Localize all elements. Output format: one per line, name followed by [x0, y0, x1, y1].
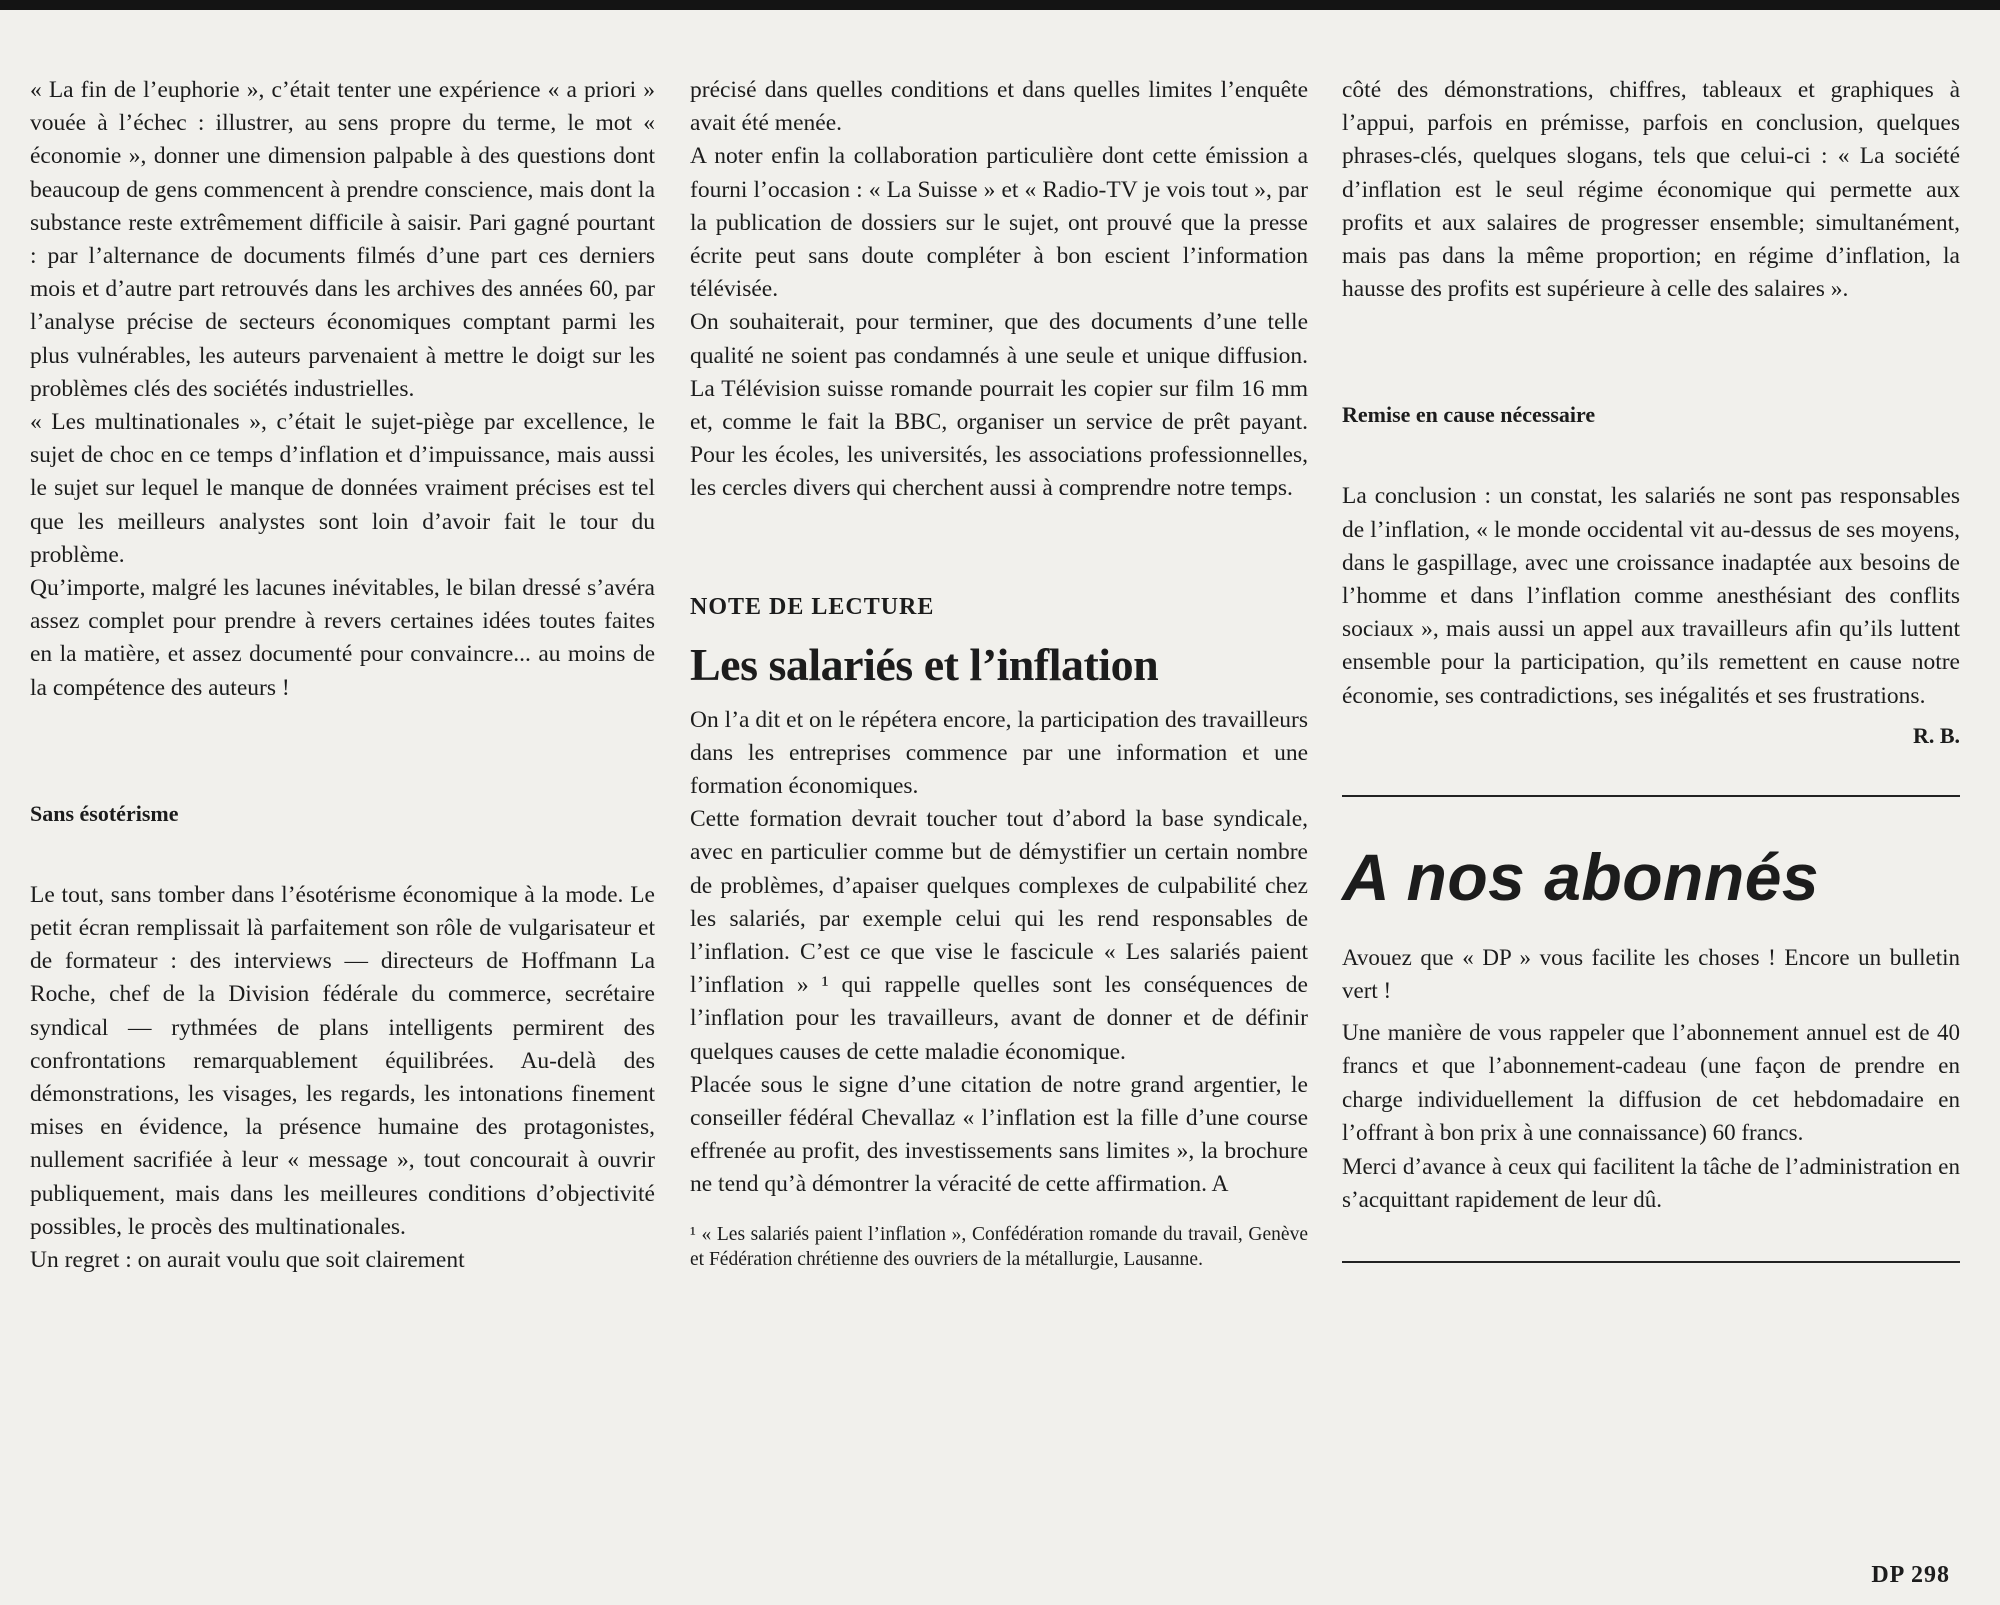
- paragraph-le-tout: Le tout, sans tomber dans l’ésotérisme économique à la mode. Le petit écran remplissait là parfaitement son rôle de vulgarisateur et de formateur : des interviews — directeurs de Hoffmann La Roche, chef de la Division fédérale du commerce, secrétaire syndical — rythmées de plans intelligents permirent des confrontations remarquablement équilibrées. Au-delà des démonstrations, les visages, les regards, les intonations finement mises en évidence, la présence humaine des protagonistes, nullement sacrifiée à leur « message », tout concourait à ouvrir publiquement, mais dans les meilleures conditions d’objectivité possibles, le procès des multinationales.: [30, 881, 655, 1240]
- column-middle: [690, 74, 1308, 1272]
- paragraph-regret: Un regret : on aurait voulu que soit clairement: [30, 1247, 465, 1274]
- paragraph-avouez: Avouez que « DP » vous facilite les choses ! Encore un bulletin vert !: [1342, 944, 1960, 1004]
- paragraph-precise: précisé dans quelles conditions et dans quelles limites l’enquête avait été menée.: [690, 77, 1308, 137]
- paragraph-participation: On l’a dit et on le répétera encore, la participation des travailleurs dans les entreprises commence par une information et une formation économiques.: [690, 706, 1308, 800]
- article-headline: Les salariés et l’inflation: [690, 638, 1159, 690]
- paragraph-collaboration: A noter enfin la collaboration particulière dont cette émission a fourni l’occasion : « La Suisse » et « Radio-TV je vois tout », par la publication de dossiers sur le sujet, ont prouvé que la presse écrite peut sans doute compléter à bon escient l’information télévisée.: [690, 143, 1308, 303]
- divider-top: [1342, 795, 1960, 797]
- subheading-sans-esoterisme: Sans ésotérisme: [30, 800, 179, 826]
- abonnes-heading: A nos abonnés: [1342, 839, 1820, 914]
- paragraph-demonstrations: côté des démonstrations, chiffres, tableaux et graphiques à l’appui, parfois en prémisse, parfois en conclusion, quelques phrases-clés, quelques slogans, tels que celui-ci : « La société d’inflation est le seul régime économique qui permette aux profits et aux salaires de progresser ensemble; simultanément, mais pas dans la même proportion; en régime d’inflation, la hausse des profits est supérieure à celle des salaires ».: [1342, 77, 1960, 303]
- paragraph-euphorie: « La fin de l’euphorie », c’était tenter une expérience « a priori » vouée à l’échec : illustrer, au sens propre du terme, le mot « économie », donner une dimension palpable à des questions dont beaucoup de gens commencent à prendre conscience, mais dont la substance reste extrêmement difficile à saisir. Pari gagné pourtant : par l’alternance de documents filmés d’une part ces derniers mois et d’autre part retrouvés dans les archives des années 60, par l’analyse précise de secteurs économiques comptant parmi les plus vulnérables, les auteurs parvenaient à mettre le doigt sur les problèmes clés des sociétés industrielles.: [30, 77, 655, 402]
- paragraph-souhaiterait: On souhaiterait, pour terminer, que des documents d’une telle qualité ne soient pas condamnés à une seule et unique diffusion. La Télévision suisse romande pourrait les copier sur film 16 mm et, comme le fait la BBC, organiser un service de prêt payant. Pour les écoles, les universités, les associations professionnelles, les cercles divers qui cherchent aussi à comprendre notre temps.: [690, 309, 1308, 502]
- divider-bottom: [1342, 1261, 1960, 1263]
- paragraph-merci: Merci d’avance à ceux qui facilitent la tâche de l’administration en s’acquittant rapidement de leur dû.: [1342, 1153, 1960, 1213]
- paragraph-conclusion: La conclusion : un constat, les salariés ne sont pas responsables de l’inflation, « le monde occidental vit au-dessus de ses moyens, dans le gaspillage, avec une croissance inadaptée aux besoins de l’homme et dans l’inflation comme anesthésiant des conflits sociaux », mais aussi un appel aux travailleurs afin qu’ils luttent ensemble pour la participation, qu’ils remettent en cause notre économie, ses contradictions, ses inégalités et ses frustrations.: [1342, 483, 1960, 709]
- column-right: [1342, 74, 1960, 1263]
- footnote: ¹ « Les salariés paient l’inflation », Confédération romande du travail, Genève et Fédération chrétienne des ouvriers de la métallurgie, Lausanne.: [690, 1223, 1308, 1270]
- paragraph-formation: Cette formation devrait toucher tout d’abord la base syndicale, avec en particulier comme but de démystifier un certain nombre de problèmes, d’apaiser quelques complexes de culpabilité chez les salariés, par exemple celui qui les rend responsables de l’inflation. C’est ce que vise le fascicule « Les salariés paient l’inflation » ¹ qui rappelle quelles sont les conséquences de l’inflation pour les travailleurs, avant de donner et de définir quelques causes de cette maladie économique.: [690, 806, 1308, 1065]
- column-left: [30, 74, 655, 1277]
- paragraph-multinationales: « Les multinationales », c’était le sujet-piège par excellence, le sujet de choc en ce temps d’inflation et d’impuissance, mais aussi le sujet sur lequel le manque de données vraiment précises est tel que les meilleurs analystes sont loin d’avoir fait le tour du problème.: [30, 409, 655, 568]
- page-number: DP 298: [1871, 1562, 1950, 1588]
- author-signature: R. B.: [1912, 722, 1960, 748]
- paragraph-abonnement: Une manière de vous rappeler que l’abonnement annuel est de 40 francs et que l’abonnement-cadeau (une façon de prendre en charge individuellement la diffusion de cet hebdomadaire en l’offrant à bon prix à une connaissance) 60 francs.: [1342, 1019, 1960, 1146]
- paragraph-chevallaz: Placée sous le signe d’une citation de notre grand argentier, le conseiller fédéral Chevallaz « l’inflation est la fille d’une course effrenée au profit, des investissements sans limites », la brochure ne tend qu’à démontrer la véracité de cette affirmation. A: [690, 1071, 1308, 1198]
- section-kicker: NOTE DE LECTURE: [690, 593, 935, 620]
- top-border: [0, 0, 2000, 10]
- subheading-remise-en-cause: Remise en cause nécessaire: [1342, 402, 1596, 428]
- paragraph-bilan: Qu’importe, malgré les lacunes inévitables, le bilan dressé s’avéra assez complet pour prendre à revers certaines idées toutes faites en la matière, et assez documenté pour convaincre... au moins de la compétence des auteurs !: [30, 575, 655, 701]
